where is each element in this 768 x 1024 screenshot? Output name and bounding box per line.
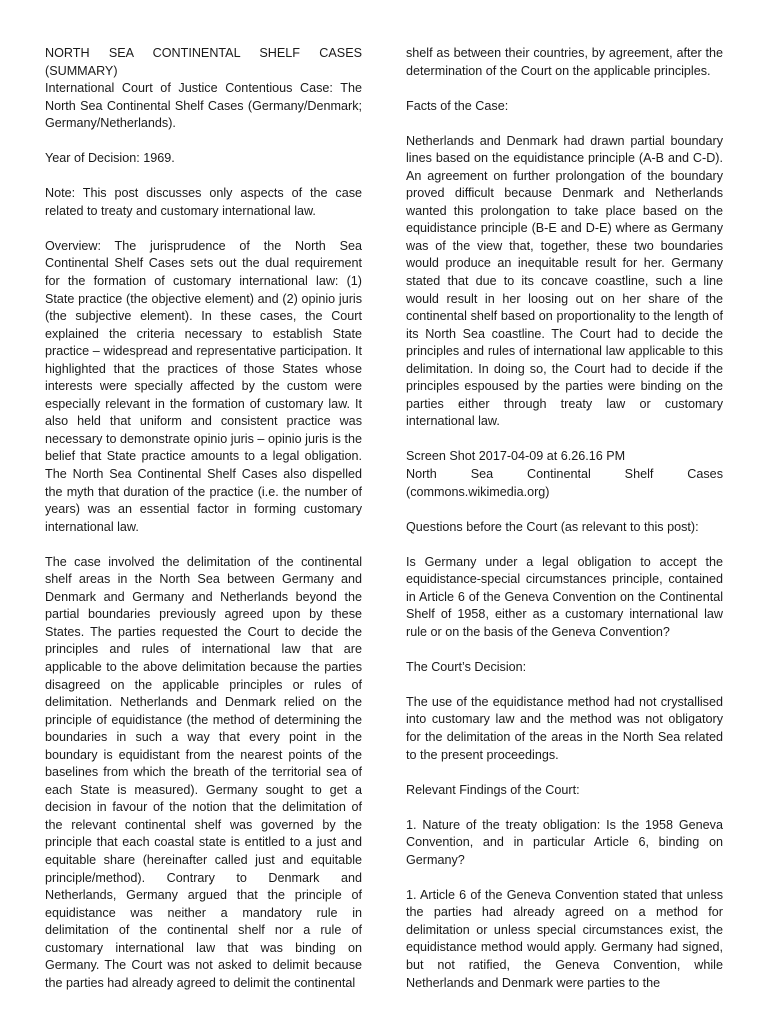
decision-heading: The Court’s Decision: <box>406 659 527 674</box>
finding-question: 1. Nature of the treaty obligation: Is the 1958 Geneva Convention, and in particular Article 6, binding on Germany? <box>406 817 723 867</box>
case-paragraph: The case involved the delimitation of the continental shelf areas in the North Sea between Germany and Denmark and Germany and Netherlands beyond the partial boundaries previously agreed upon by these States. The parties requested the Court to decide the principles and rules of international law that are applicable to the above delimitation because the parties disagreed on the applicable principles or rules of delimitation. Netherlands and Denmark relied on the principle of equidistance (the method of determining the boundaries in such a way that every point in the boundary is equidistant from the nearest points of the baselines from which the breath of the territorial sea of each State is measured). Germany sought to get a decision in favour of the notion that the delimitation of the relevant continental shelf was governed by the principle that each coastal state is entitled to a just and equitable share (hereinafter called just and equitable principle/method). Contrary to Denmark and Netherlands, Germany argued that the principle of equidistance was neither a mandatory rule in delimitation of the continental shelf nor a rule of customary international law that was binding on Germany. The Court was not asked to delimit because the parties had already agreed to delimit the continental <box>45 554 362 990</box>
questions-heading: Questions before the Court (as relevant to this post): <box>406 519 699 534</box>
left-column <box>45 45 362 992</box>
image-credit: North Sea Continental Shelf Cases (commons.wikimedia.org) <box>406 466 723 499</box>
screenshot-caption: Screen Shot 2017-04-09 at 6.26.16 PM <box>406 449 626 464</box>
facts-heading: Facts of the Case: <box>406 98 509 113</box>
document-title: NORTH SEA CONTINENTAL SHELF CASES (SUMMARY) <box>45 46 362 78</box>
finding-paragraph: 1. Article 6 of the Geneva Convention stated that unless the parties had already agreed on a method for delimitation or unless special circumstances exist, the equidistance method would apply. Germany had signed, but not ratified, the Geneva Convention, while Netherlands and Denmark were parties to the <box>406 887 723 990</box>
overview-paragraph: Overview: The jurisprudence of the North Sea Continental Shelf Cases sets out the dual requirement for the formation of customary international law: (1) State practice (the objective element) and (2) opinio juris (the subjective element). In these cases, the Court explained the criteria necessary to establish State practice – widespread and representative participation. It highlighted that the practices of those States whose interests were specially affected by the custom were especially relevant in the formation of customary law. It also held that uniform and consistent practice was necessary to demonstrate opinio juris – opinio juris is the belief that State practice amounts to a legal obligation. The North Sea Continental Shelf Cases also dispelled the myth that duration of the practice (i.e. the number of years) was an essential factor in forming customary international law. <box>45 238 362 534</box>
title-block <box>45 45 362 133</box>
note-paragraph: Note: This post discusses only aspects of the case related to treaty and customary international law. <box>45 186 362 218</box>
facts-paragraph: Netherlands and Denmark had drawn partial boundary lines based on the equidistance principle (A-B and C-D). An agreement on further prolongation of the boundary proved difficult because Denmark and Netherlands wanted this prolongation to take place based on the equidistance principle (B-E and D-E) where as Germany was of the view that, together, these two boundaries would produce an inequitable result for her. Germany stated that due to its concave coastline, such a line would result in her loosing out on her share of the continental shelf based on proportionality to the length of its North Sea coastline. The Court had to decide the principles and rules of international law applicable to this delimitation. In doing so, the Court had to decide if the principles espoused by the parties were binding on the parties either through treaty law or customary international law. <box>406 133 723 429</box>
right-column <box>406 45 723 992</box>
continuation-paragraph: shelf as between their countries, by agreement, after the determination of the Court on the applicable principles. <box>406 46 723 78</box>
findings-heading: Relevant Findings of the Court: <box>406 782 580 797</box>
year-of-decision: Year of Decision: 1969. <box>45 151 175 166</box>
question-paragraph: Is Germany under a legal obligation to accept the equidistance-special circumstances principle, contained in Article 6 of the Geneva Convention on the Continental Shelf of 1958, either as a customary international law rule or on the basis of the Geneva Convention? <box>406 554 723 639</box>
document-subtitle: International Court of Justice Contentious Case: The North Sea Continental Shelf Cases (Germany/Denmark; Germany/Netherlands). <box>45 81 362 131</box>
decision-paragraph: The use of the equidistance method had not crystallised into customary law and the method was not obligatory for the delimitation of the areas in the North Sea related to the present proceedings. <box>406 694 723 762</box>
